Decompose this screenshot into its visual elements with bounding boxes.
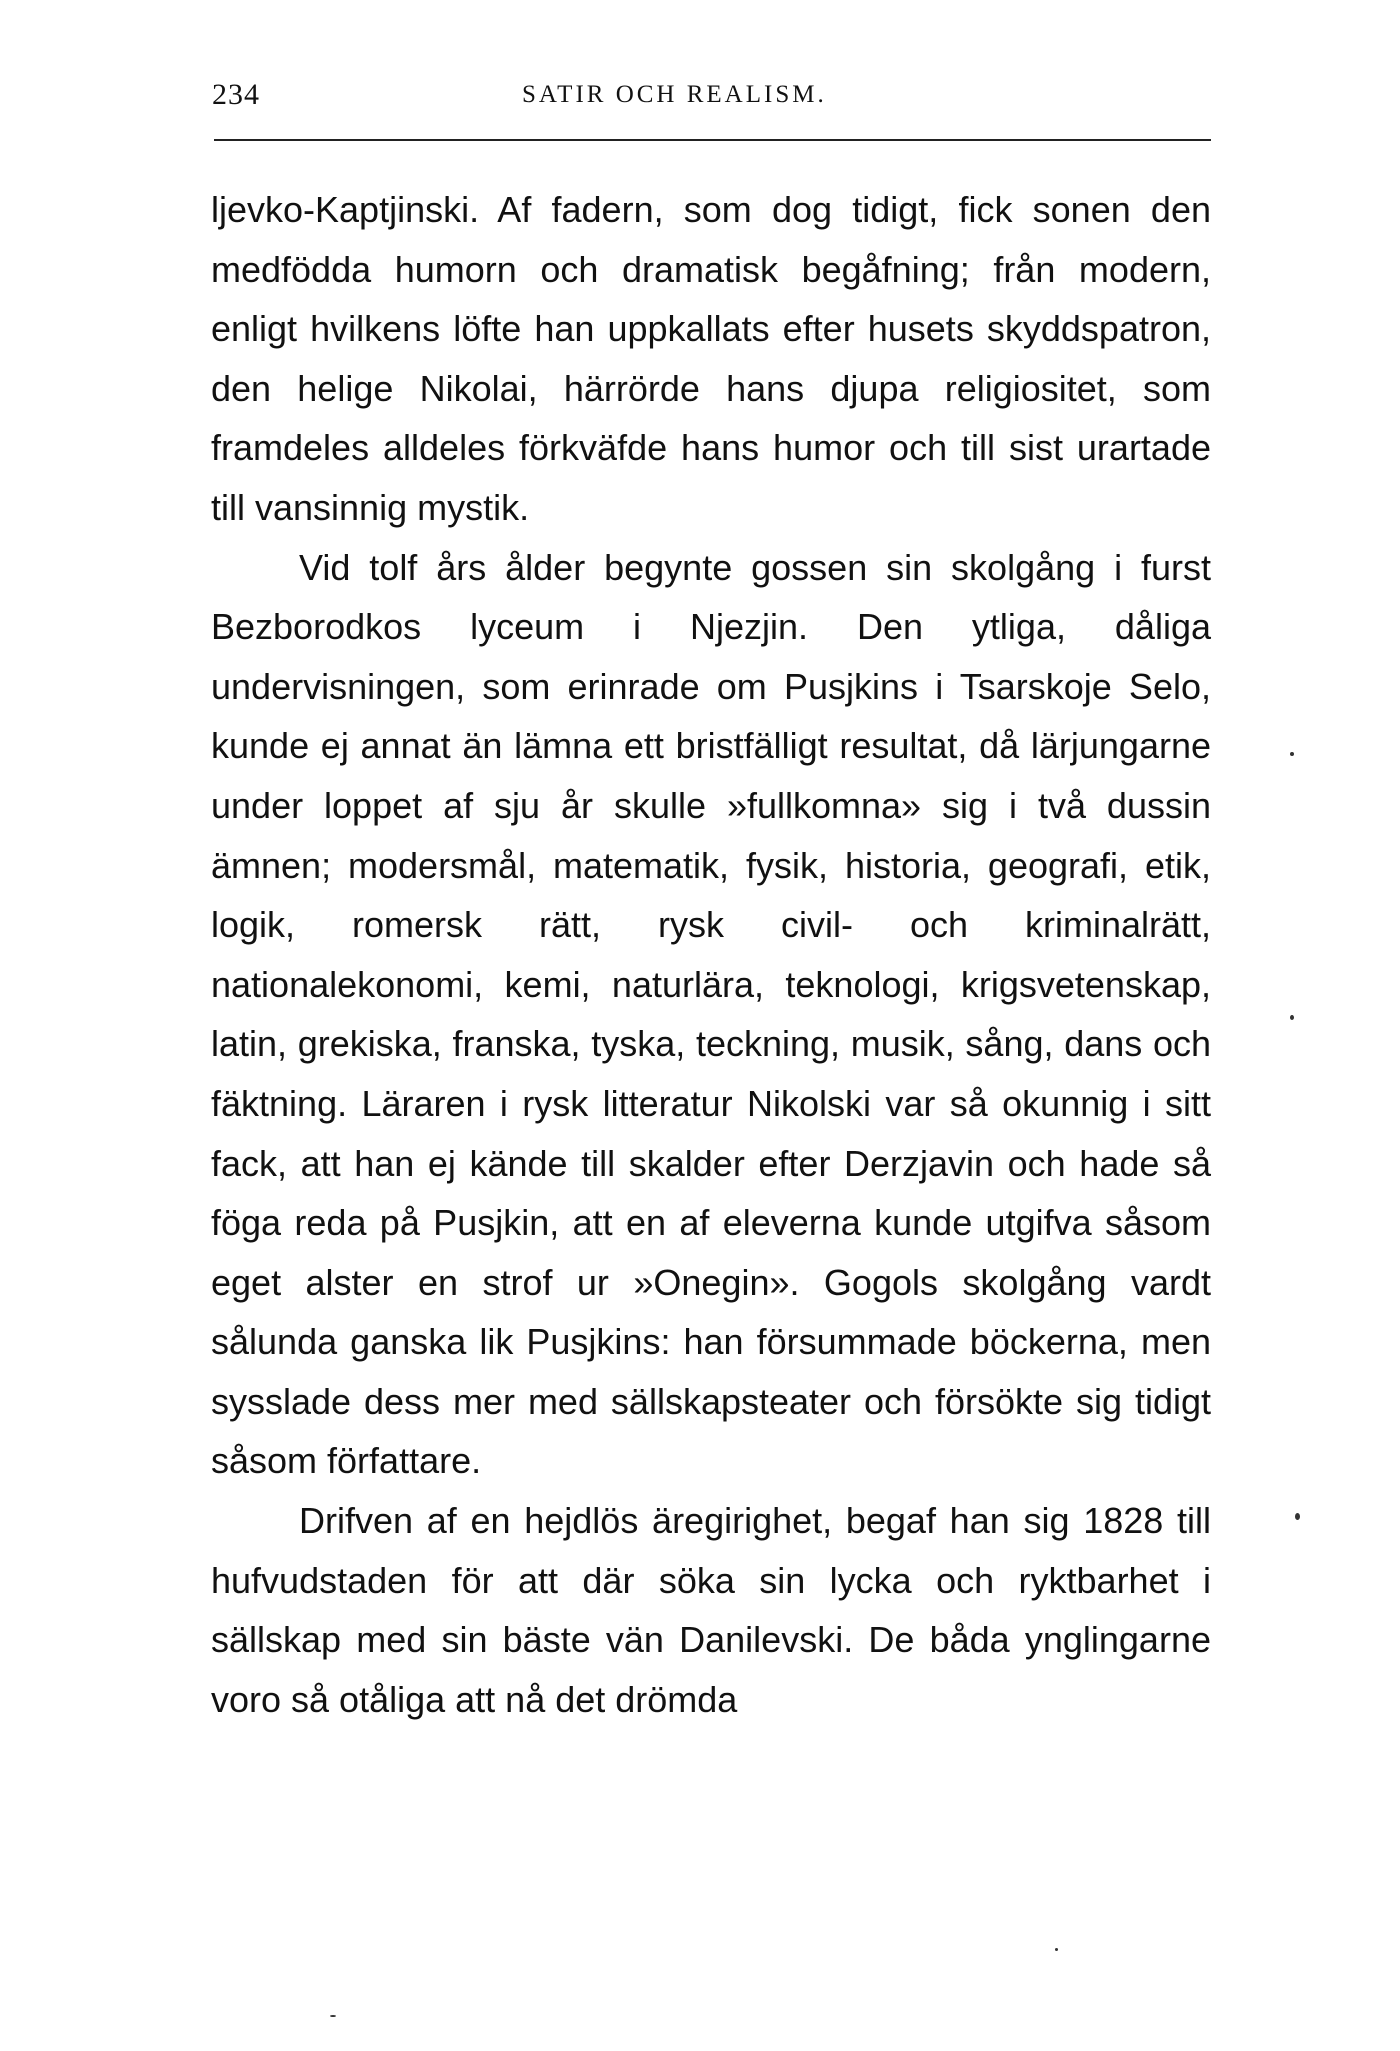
margin-speck (1290, 1015, 1294, 1020)
body-text (211, 180, 1211, 1729)
paragraph-continuation: ljevko-Kaptjinski. Af fadern, som dog tidigt, fick sonen den medfödda humorn och dramatisk begåfning; från modern, enligt hvilkens löfte han uppkallats efter husets skyddspatron, den helige Nikolai, härrörde hans djupa religiositet, som framdeles alldeles förkväfde hans humor och till sist urartade till vansinnig mystik. (211, 189, 1211, 528)
margin-speck (330, 2015, 336, 2017)
margin-speck (1055, 1948, 1058, 1951)
running-head (212, 78, 1212, 128)
page-number: 234 (212, 78, 260, 111)
paragraph-capital: Drifven af en hejdlös äregirighet, begaf han sig 1828 till hufvudstaden för att där söka sin lycka och ryktbarhet i sällskap med sin bäste vän Danilevski. De båda ynglingarne voro så otåliga att nå det drömda (211, 1500, 1211, 1720)
header-rule (214, 139, 1211, 141)
margin-speck (1290, 752, 1294, 756)
paragraph-schooling: Vid tolf års ålder begynte gossen sin skolgång i furst Bezborodkos lyceum i Njezjin. Den ytliga, dåliga undervisningen, som erinrade om Pusjkins i Tsarskoje Selo, kunde ej annat än lämna ett bristfälligt resultat, då lärjungarne under loppet af sju år skulle »fullkomna» sig i två dussin ämnen; modersmål, matematik, fysik, historia, geografi, etik, logik, romersk rätt, rysk civil- och kriminalrätt, nationalekonomi, kemi, naturlära, teknologi, krigsvetenskap, latin, grekiska, franska, tyska, teckning, musik, sång, dans och fäktning. Läraren i rysk litteratur Nikolski var så okunnig i sitt fack, att han ej kände till skalder efter Derzjavin och hade så föga reda på Pusjkin, att en af eleverna kunde utgifva såsom eget alster en strof ur »Onegin». Gogols skolgång vardt sålunda ganska lik Pusjkins: han försummade böckerna, men sysslade dess mer med sällskapsteater och försökte sig tidigt såsom författare. (211, 546, 1211, 1482)
margin-speck (1295, 1513, 1300, 1520)
running-title: SATIR OCH REALISM. (522, 81, 827, 108)
